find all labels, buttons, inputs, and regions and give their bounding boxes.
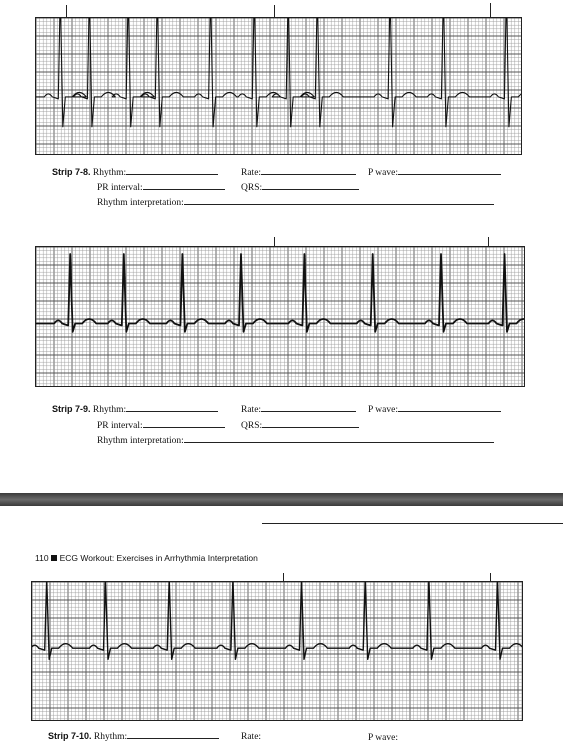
ecg-svg <box>36 18 521 154</box>
page-header-title: ECG Workout: Exercises in Arrhythmia Interpretation <box>59 553 258 563</box>
rhythm-blank[interactable] <box>126 166 218 175</box>
rate-blank[interactable] <box>261 166 356 175</box>
strip-7-10-row1 <box>48 730 219 741</box>
page-header <box>35 553 258 563</box>
ecg-svg <box>36 247 524 386</box>
ecg-strip-7-8 <box>35 17 522 155</box>
p-wave-blank[interactable] <box>398 403 501 412</box>
marker-tick <box>66 5 67 17</box>
p-wave-blank[interactable] <box>398 166 501 175</box>
interpretation-group <box>97 196 494 208</box>
p-wave-group <box>368 733 398 741</box>
qrs-label: QRS: <box>241 183 263 193</box>
p-wave-group <box>368 403 501 415</box>
ecg-grid <box>36 247 524 386</box>
ecg-trace <box>36 254 524 332</box>
page-bottom <box>0 506 563 741</box>
rate-group <box>241 166 356 178</box>
strip-label: Strip 7-10. <box>48 731 92 741</box>
p-wave-label: P wave: <box>368 733 398 741</box>
strip-label: Strip 7-9. <box>52 404 91 414</box>
qrs-label: QRS: <box>241 421 263 431</box>
rate-label: Rate: <box>241 168 262 178</box>
marker-tick <box>274 5 275 17</box>
header-rule <box>262 523 563 524</box>
ecg-strip-7-9 <box>35 246 525 387</box>
rate-blank[interactable] <box>261 403 356 412</box>
interpretation-label: Rhythm interpretation: <box>97 436 184 446</box>
ecg-grid <box>36 18 521 154</box>
rhythm-label: Rhythm: <box>92 168 127 178</box>
pr-interval-label: PR interval: <box>97 421 143 431</box>
qrs-group <box>241 419 359 431</box>
p-wave-group <box>368 166 501 178</box>
page-divider <box>0 493 563 506</box>
square-bullet-icon <box>51 555 57 561</box>
qrs-blank[interactable] <box>262 181 359 190</box>
marker-tick <box>490 3 491 17</box>
pr-interval-blank[interactable] <box>143 419 225 428</box>
rate-label: Rate: <box>241 405 262 415</box>
ecg-svg <box>32 582 522 720</box>
page-number: 110 <box>35 553 49 563</box>
interpretation-blank[interactable] <box>184 196 494 205</box>
strip-7-9-row1 <box>52 403 218 415</box>
rate-group <box>241 732 261 741</box>
rhythm-label: Rhythm: <box>93 732 128 741</box>
pr-interval-label: PR interval: <box>97 183 143 193</box>
strip-7-8-row1 <box>52 166 218 178</box>
qrs-blank[interactable] <box>262 419 359 428</box>
pr-interval-group <box>97 181 225 193</box>
pr-interval-group <box>97 419 225 431</box>
p-wave-label: P wave: <box>368 405 398 415</box>
interpretation-blank[interactable] <box>184 434 494 443</box>
interpretation-label: Rhythm interpretation: <box>97 198 184 208</box>
p-wave-label: P wave: <box>368 168 398 178</box>
qrs-group <box>241 181 359 193</box>
rhythm-blank[interactable] <box>126 403 218 412</box>
interpretation-group <box>97 434 494 446</box>
rhythm-label: Rhythm: <box>92 405 127 415</box>
strip-label: Strip 7-8. <box>52 167 91 177</box>
rate-label: Rate: <box>241 732 262 741</box>
pr-interval-blank[interactable] <box>143 181 225 190</box>
rate-group <box>241 403 356 415</box>
rhythm-blank[interactable] <box>127 730 219 739</box>
ecg-strip-7-10 <box>31 581 523 721</box>
